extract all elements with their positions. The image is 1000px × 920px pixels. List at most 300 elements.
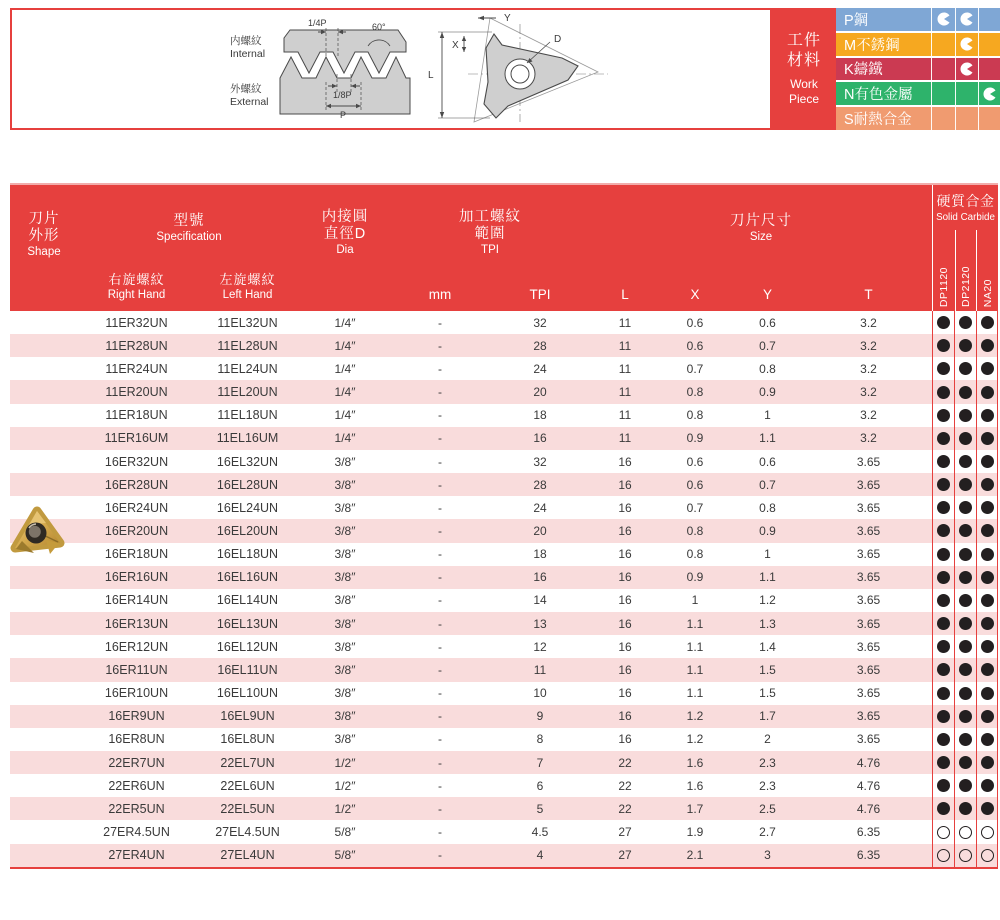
size-x-cell: 0.8 (686, 523, 704, 538)
left-hand-model-cell: 16EL10UN (216, 686, 279, 701)
size-y-cell: 0.9 (759, 385, 776, 400)
diameter-cell: 5/8″ (334, 848, 356, 863)
col-size-header: 刀片尺寸 Size (730, 213, 792, 243)
diameter-cell: 1/4″ (334, 431, 356, 446)
diameter-cell: 3/8″ (334, 454, 356, 469)
grade-dp2120-availability-dot (954, 844, 976, 867)
right-hand-model-cell: 22ER7UN (108, 755, 165, 770)
right-hand-model-cell: 27ER4.5UN (103, 825, 170, 840)
size-x-cell: 1.1 (686, 616, 704, 631)
grade-na20-header: NA20 (976, 230, 998, 311)
grade-suitability-cell (978, 82, 1000, 105)
grade-na20-availability-dot (976, 774, 998, 797)
grade-suitability-cell (931, 82, 955, 105)
table-row (10, 566, 998, 589)
size-l-cell: 27 (618, 848, 632, 863)
grade-dp2120-availability-dot (954, 774, 976, 797)
dim-y: Y (504, 13, 511, 24)
grade-suitability-cell (978, 58, 1000, 81)
internal-thread-shape (284, 30, 406, 73)
size-t-cell: 3.2 (860, 408, 877, 423)
table-row (10, 820, 998, 843)
left-hand-model-cell: 16EL8UN (220, 732, 275, 747)
size-y-cell: 2.3 (759, 778, 776, 793)
subcol-tpi-header: TPI (529, 287, 551, 302)
tpi-range-cell: 20 (533, 523, 547, 538)
size-t-cell: 3.65 (856, 477, 881, 492)
external-thread-label-zh: 外螺紋 (230, 83, 262, 95)
size-y-cell: 2.5 (759, 801, 776, 816)
size-y-cell: 0.8 (759, 361, 776, 376)
size-t-cell: 3.2 (860, 315, 877, 330)
grade-dp2120-availability-dot (954, 357, 976, 380)
grade-na20-availability-dot (976, 658, 998, 681)
subcol-l-header: L (621, 287, 629, 302)
material-band (836, 8, 1000, 31)
table-row (10, 797, 998, 820)
size-y-cell: 0.8 (759, 500, 776, 515)
right-hand-model-cell: 11ER32UN (105, 315, 168, 330)
material-label: N有色金屬 (844, 87, 913, 104)
shape-cell (10, 682, 78, 705)
size-x-cell: 0.8 (686, 408, 704, 423)
size-y-cell: 1 (764, 547, 771, 562)
grade-dp1120-header: DP1120 (937, 266, 950, 307)
shape-cell (10, 820, 78, 843)
left-hand-model-cell: 16EL18UN (216, 547, 279, 562)
table-row (10, 357, 998, 380)
table-row (10, 496, 998, 519)
tpi-range-cell: 24 (533, 361, 547, 376)
grade-na20-availability-dot (976, 496, 998, 519)
size-l-cell: 22 (618, 778, 632, 793)
tpi-range-cell: 7 (536, 755, 544, 770)
grade-na20-availability-dot (976, 404, 998, 427)
col-thread-range-header: 加工螺紋 範圍 TPI (459, 209, 521, 256)
size-l-cell: 16 (618, 523, 632, 538)
right-hand-model-cell: 11ER20UN (105, 385, 168, 400)
size-t-cell: 3.65 (856, 662, 881, 677)
grade-dp2120-header: DP2120 (955, 230, 977, 311)
grade-dp1120-availability-dot (932, 751, 954, 774)
left-hand-model-cell: 16EL16UN (216, 570, 279, 585)
grade-dp2120-availability-dot (954, 427, 976, 450)
insert-product-photo (6, 503, 68, 561)
size-l-cell: 16 (618, 477, 632, 492)
grade-suitability-cell (931, 107, 955, 130)
size-t-cell: 3.65 (856, 593, 881, 608)
left-hand-model-cell: 16EL28UN (216, 477, 279, 492)
material-band (836, 33, 1000, 56)
left-hand-model-cell: 22EL6UN (220, 778, 275, 793)
diameter-cell: 3/8″ (334, 570, 356, 585)
external-thread-label-en: External (230, 96, 269, 108)
grade-dp2120-availability-dot (954, 566, 976, 589)
grade-dp2120-availability-dot (954, 612, 976, 635)
table-row (10, 682, 998, 705)
left-hand-model-cell: 16EL20UN (216, 523, 279, 538)
size-t-cell: 3.65 (856, 616, 881, 631)
mm-range-cell: - (438, 848, 442, 863)
grade-dp2120-availability-dot (954, 473, 976, 496)
size-l-cell: 16 (618, 500, 632, 515)
size-y-cell: 0.6 (759, 315, 776, 330)
grade-columns (933, 230, 998, 311)
mm-range-cell: - (438, 662, 442, 677)
size-t-cell: 3.2 (860, 385, 877, 400)
mm-range-cell: - (438, 639, 442, 654)
dim-x: X (452, 40, 459, 51)
tpi-range-cell: 13 (533, 616, 547, 631)
grade-dp1120-availability-dot (932, 311, 954, 334)
diameter-cell: 1/4″ (334, 361, 356, 376)
dim-pitch: P (340, 110, 347, 120)
right-hand-model-cell: 16ER12UN (104, 639, 169, 654)
right-hand-model-cell: 16ER14UN (104, 593, 169, 608)
right-hand-model-cell: 16ER20UN (104, 523, 169, 538)
grade-suitability-cell (955, 82, 978, 105)
size-t-cell: 3.65 (856, 454, 881, 469)
suitability-pacman-icon (960, 62, 974, 76)
workpiece-title-zh-line2: 材料 (786, 52, 821, 69)
left-hand-model-cell: 11EL20UN (217, 385, 278, 400)
table-row (10, 774, 998, 797)
table-row (10, 380, 998, 403)
grade-suitability-cell (955, 107, 978, 130)
size-t-cell: 3.2 (860, 338, 877, 353)
size-l-cell: 22 (618, 755, 632, 770)
material-label: M不銹鋼 (844, 37, 900, 54)
col-left-hand-header: 左旋螺紋 Left Hand (219, 272, 276, 301)
mm-range-cell: - (438, 686, 442, 701)
material-band (836, 82, 1000, 105)
suitability-pacman-icon (960, 12, 974, 26)
grade-dp2120-availability-dot (954, 682, 976, 705)
grade-suitability-cell (978, 107, 1000, 130)
diameter-cell: 1/4″ (334, 315, 356, 330)
size-y-cell: 1.5 (759, 662, 776, 677)
grade-suitability-cell (931, 8, 955, 31)
mm-range-cell: - (438, 616, 442, 631)
size-t-cell: 3.65 (856, 500, 881, 515)
shape-cell (10, 844, 78, 867)
size-x-cell: 0.6 (686, 338, 704, 353)
diameter-cell: 3/8″ (334, 523, 356, 538)
mm-range-cell: - (438, 709, 442, 724)
grade-suitability-cell (978, 8, 1000, 31)
grade-na20-availability-dot (976, 751, 998, 774)
table-row (10, 473, 998, 496)
size-l-cell: 16 (618, 732, 632, 747)
right-hand-model-cell: 22ER6UN (108, 778, 165, 793)
size-x-cell: 1.2 (686, 709, 704, 724)
diameter-cell: 3/8″ (334, 709, 356, 724)
grade-na20-availability-dot (976, 566, 998, 589)
shape-cell (10, 797, 78, 820)
size-y-cell: 1.1 (759, 431, 776, 446)
grade-dp1120-availability-dot (932, 519, 954, 542)
left-hand-model-cell: 11EL18UN (217, 408, 278, 423)
grade-na20-availability-dot (976, 728, 998, 751)
left-hand-model-cell: 27EL4.5UN (215, 825, 280, 840)
size-t-cell: 3.65 (856, 523, 881, 538)
grade-dp2120-availability-dot (954, 589, 976, 612)
size-l-cell: 16 (618, 570, 632, 585)
diameter-cell: 1/4″ (334, 338, 356, 353)
insert-dimension-diagram (412, 10, 617, 128)
grade-dp2120-availability-dot (954, 496, 976, 519)
mm-range-cell: - (438, 454, 442, 469)
shape-cell (10, 334, 78, 357)
thread-profile-diagram (222, 16, 414, 122)
size-t-cell: 3.65 (856, 570, 881, 585)
right-hand-model-cell: 11ER24UN (105, 361, 168, 376)
shape-cell (10, 728, 78, 751)
workpiece-material-legend (836, 8, 1000, 130)
table-row (10, 728, 998, 751)
material-band (836, 107, 1000, 130)
left-hand-model-cell: 22EL5UN (220, 801, 275, 816)
size-y-cell: 2.3 (759, 755, 776, 770)
size-x-cell: 1.6 (686, 755, 704, 770)
grade-na20-availability-dot (976, 820, 998, 843)
col-right-hand-header: 右旋螺紋 Right Hand (107, 272, 166, 301)
tpi-range-cell: 6 (536, 778, 544, 793)
left-hand-model-cell: 16EL14UN (216, 593, 279, 608)
shape-cell (10, 589, 78, 612)
grade-dp1120-availability-dot (932, 404, 954, 427)
grade-dp1120-availability-dot (932, 820, 954, 843)
size-x-cell: 1.1 (686, 662, 704, 677)
size-x-cell: 2.1 (686, 848, 704, 863)
mm-range-cell: - (438, 431, 442, 446)
size-t-cell: 3.65 (856, 686, 881, 701)
col-specification-header: 型號 Specification (156, 213, 222, 243)
size-y-cell: 0.7 (759, 338, 776, 353)
grade-na20-availability-dot (976, 380, 998, 403)
diameter-cell: 3/8″ (334, 593, 356, 608)
mm-range-cell: - (438, 523, 442, 538)
mm-range-cell: - (438, 500, 442, 515)
grade-dp1120-availability-dot (932, 844, 954, 867)
mm-range-cell: - (438, 408, 442, 423)
grade-na20-availability-dot (976, 473, 998, 496)
size-x-cell: 1.7 (686, 801, 704, 816)
grade-dp1120-availability-dot (932, 566, 954, 589)
size-x-cell: 0.7 (686, 500, 704, 515)
grade-na20-availability-dot (976, 543, 998, 566)
dim-eighth-pitch: 1/8P (333, 90, 352, 100)
size-x-cell: 1.1 (686, 686, 704, 701)
table-header (10, 185, 998, 311)
subcol-t-header: T (864, 287, 873, 302)
table-body (10, 311, 998, 867)
tpi-range-cell: 32 (533, 454, 547, 469)
size-x-cell: 0.7 (686, 361, 704, 376)
table-row (10, 635, 998, 658)
grade-na20-availability-dot (976, 450, 998, 473)
grade-dp1120-availability-dot (932, 705, 954, 728)
table-row (10, 612, 998, 635)
mm-range-cell: - (438, 778, 442, 793)
right-hand-model-cell: 22ER5UN (108, 801, 165, 816)
left-hand-model-cell: 16EL24UN (216, 500, 279, 515)
diameter-cell: 1/2″ (334, 801, 356, 816)
tpi-range-cell: 5 (536, 801, 544, 816)
shape-cell (10, 774, 78, 797)
mm-range-cell: - (438, 732, 442, 747)
size-l-cell: 16 (618, 662, 632, 677)
table-row (10, 519, 998, 542)
tpi-range-cell: 16 (533, 431, 547, 446)
tpi-range-cell: 28 (533, 477, 547, 492)
insert-specification-table (10, 183, 998, 869)
size-t-cell: 4.76 (856, 778, 881, 793)
col-solid-carbide-header: 硬質合金 Solid Carbide DP1120 DP2120 NA20 (932, 185, 998, 311)
diameter-cell: 1/2″ (334, 755, 356, 770)
subcol-mm-header: mm (428, 287, 452, 302)
subcol-x-header: X (690, 287, 700, 302)
grade-suitability-cell (955, 8, 978, 31)
mm-range-cell: - (438, 593, 442, 608)
diameter-cell: 3/8″ (334, 732, 356, 747)
grade-dp2120-availability-dot (954, 334, 976, 357)
grade-dp2120-availability-dot (954, 543, 976, 566)
material-label: P鋼 (844, 12, 869, 29)
grade-dp1120-availability-dot (932, 380, 954, 403)
right-hand-model-cell: 16ER13UN (104, 616, 169, 631)
grade-na20-availability-dot (976, 357, 998, 380)
left-hand-model-cell: 16EL12UN (216, 639, 279, 654)
mm-range-cell: - (438, 385, 442, 400)
size-y-cell: 0.7 (759, 477, 776, 492)
shape-cell (10, 380, 78, 403)
grade-na20-availability-dot (976, 682, 998, 705)
shape-cell (10, 566, 78, 589)
workpiece-title-zh-line1: 工件 (786, 32, 821, 49)
right-hand-model-cell: 11ER16UM (104, 431, 169, 446)
grade-dp1120-availability-dot (932, 797, 954, 820)
right-hand-model-cell: 16ER9UN (108, 709, 165, 724)
diameter-cell: 3/8″ (334, 616, 356, 631)
size-t-cell: 3.2 (860, 361, 877, 376)
size-x-cell: 1.1 (686, 639, 704, 654)
shape-cell (10, 473, 78, 496)
suitability-pacman-icon (960, 37, 974, 51)
table-row (10, 311, 998, 334)
internal-thread-label-en: Internal (230, 48, 266, 60)
shape-cell (10, 705, 78, 728)
tpi-range-cell: 11 (533, 662, 547, 677)
grade-na20-availability-dot (976, 844, 998, 867)
grade-dp1120-availability-dot (932, 357, 954, 380)
mm-range-cell: - (438, 755, 442, 770)
grade-na20-availability-dot (976, 334, 998, 357)
col-shape-header: 刀片 外形 Shape (27, 211, 61, 258)
grade-dp1120-availability-dot (932, 427, 954, 450)
dim-l: L (428, 70, 434, 81)
size-t-cell: 4.76 (856, 801, 881, 816)
tpi-range-cell: 28 (533, 338, 547, 353)
size-y-cell: 2 (764, 732, 771, 747)
diameter-cell: 1/4″ (334, 385, 356, 400)
technical-drawing-box (10, 8, 772, 130)
tpi-range-cell: 18 (533, 547, 547, 562)
size-x-cell: 1 (691, 593, 699, 608)
table-row (10, 450, 998, 473)
size-l-cell: 16 (618, 616, 632, 631)
diameter-cell: 3/8″ (334, 477, 356, 492)
left-hand-model-cell: 11EL32UN (217, 315, 278, 330)
size-l-cell: 22 (618, 801, 632, 816)
size-x-cell: 0.8 (686, 385, 704, 400)
grade-na20-availability-dot (976, 705, 998, 728)
mm-range-cell: - (438, 315, 442, 330)
grade-dp2120-availability-dot (954, 751, 976, 774)
shape-cell (10, 427, 78, 450)
table-row (10, 404, 998, 427)
shape-cell (10, 450, 78, 473)
grade-dp1120-availability-dot (932, 589, 954, 612)
grade-dp2120-availability-dot (954, 705, 976, 728)
dim-angle: 60° (372, 22, 386, 32)
size-t-cell: 3.65 (856, 709, 881, 724)
left-hand-model-cell: 16EL32UN (216, 454, 279, 469)
grade-suitability-cell (978, 33, 1000, 56)
size-x-cell: 0.9 (686, 570, 704, 585)
grade-dp2120-availability-dot (954, 728, 976, 751)
size-l-cell: 11 (618, 431, 632, 446)
grade-na20-availability-dot (976, 311, 998, 334)
mm-range-cell: - (438, 477, 442, 492)
workpiece-title-en-line2: Piece (788, 92, 820, 106)
left-hand-model-cell: 16EL13UN (216, 616, 279, 631)
mm-range-cell: - (438, 825, 442, 840)
shape-cell (10, 751, 78, 774)
size-t-cell: 3.2 (860, 431, 877, 446)
dim-quarter-pitch: 1/4P (308, 18, 327, 28)
right-hand-model-cell: 27ER4UN (108, 848, 165, 863)
grade-suitability-cell (931, 33, 955, 56)
tpi-range-cell: 16 (533, 570, 547, 585)
size-y-cell: 1.5 (759, 686, 776, 701)
suitability-pacman-icon (937, 12, 951, 26)
grade-dp1120-availability-dot (932, 774, 954, 797)
size-y-cell: 2.7 (759, 825, 776, 840)
shape-cell (10, 311, 78, 334)
size-l-cell: 16 (618, 709, 632, 724)
size-x-cell: 1.2 (686, 732, 704, 747)
grade-dp1120-availability-dot (932, 496, 954, 519)
grade-na20-availability-dot (976, 427, 998, 450)
mm-range-cell: - (438, 361, 442, 376)
material-label: K鑄鐵 (844, 62, 883, 79)
tpi-range-cell: 9 (536, 709, 544, 724)
grade-dp2120-availability-dot (954, 450, 976, 473)
grade-dp2120-availability-dot (954, 635, 976, 658)
size-y-cell: 1.3 (759, 616, 776, 631)
diameter-cell: 1/4″ (334, 408, 356, 423)
diameter-cell: 5/8″ (334, 825, 356, 840)
table-row (10, 427, 998, 450)
size-y-cell: 1.1 (759, 570, 776, 585)
size-t-cell: 4.76 (856, 755, 881, 770)
material-label: S耐熱合金 (844, 112, 912, 129)
grade-dp2120-availability-dot (954, 380, 976, 403)
right-hand-model-cell: 11ER28UN (105, 338, 168, 353)
table-row (10, 751, 998, 774)
dim-d: D (554, 34, 562, 45)
